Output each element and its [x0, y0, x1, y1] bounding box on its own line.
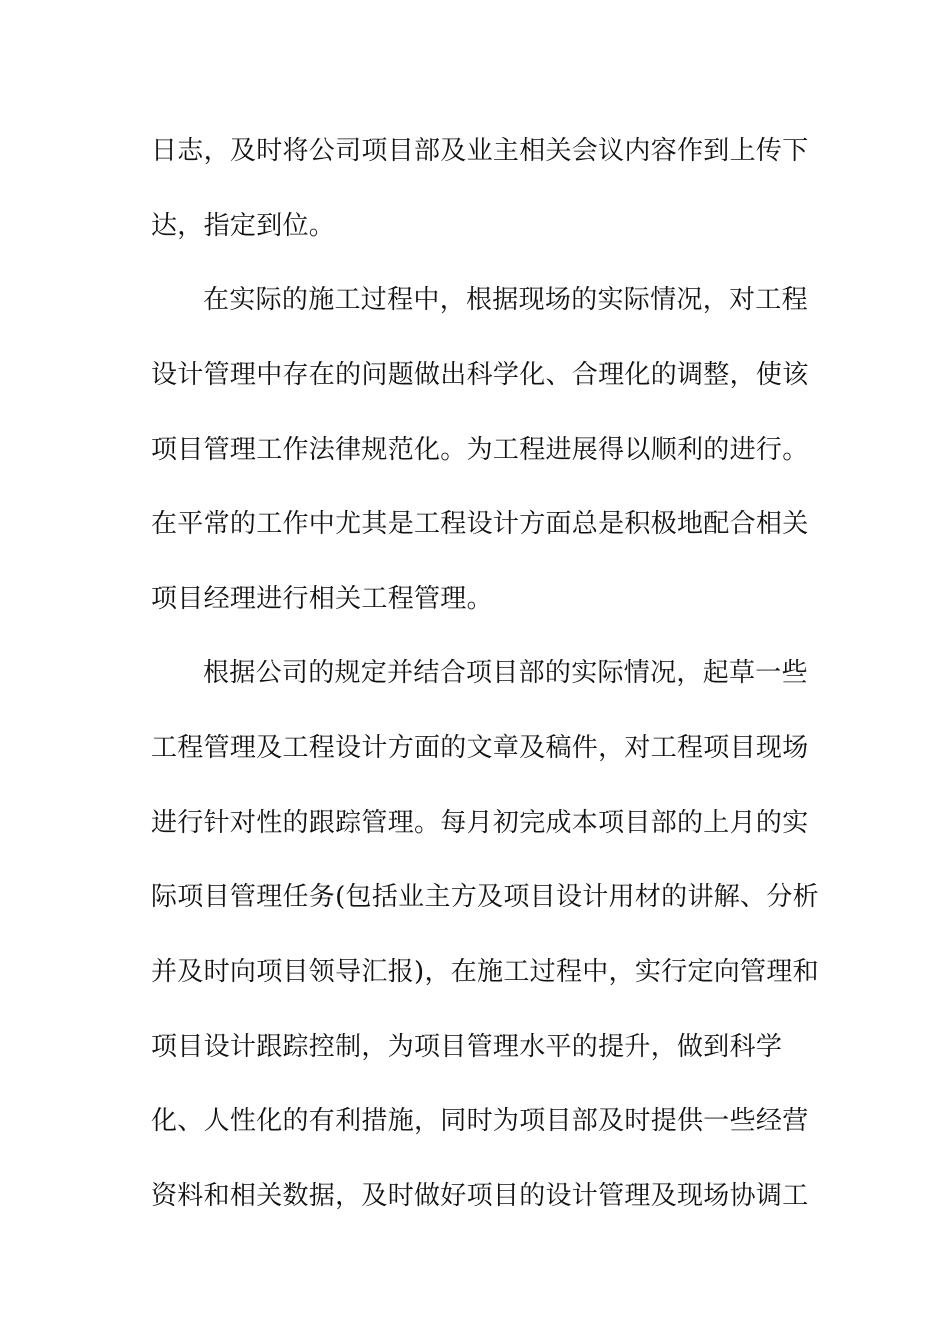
text-line: 项目管理工作法律规范化。为工程进展得以顺利的进行。: [151, 435, 809, 465]
text-line: 达，指定到位。: [151, 211, 336, 241]
text-line: 工程管理及工程设计方面的文章及稿件，对工程项目现场: [151, 733, 809, 763]
text-line: 际项目管理任务(包括业主方及项目设计用材的讲解、分析: [151, 882, 819, 912]
text-line: 化、人性化的有利措施，同时为项目部及时提供一些经营: [151, 1106, 809, 1136]
text-line: 并及时向项目领导汇报)，在施工过程中，实行定向管理和: [151, 957, 819, 987]
paragraph-start-line: 根据公司的规定并结合项目部的实际情况，起草一些: [203, 658, 808, 688]
text-line: 项目设计跟踪控制，为项目管理水平的提升，做到科学: [151, 1032, 783, 1062]
text-line: 资料和相关数据，及时做好项目的设计管理及现场协调工: [151, 1181, 809, 1211]
text-line: 日志，及时将公司项目部及业主相关会议内容作到上传下: [151, 136, 809, 166]
text-line: 设计管理中存在的问题做出科学化、合理化的调整，使该: [151, 360, 809, 390]
text-line: 进行针对性的跟踪管理。每月初完成本项目部的上月的实: [151, 808, 809, 838]
text-line: 项目经理进行相关工程管理。: [151, 584, 493, 614]
paragraph-start-line: 在实际的施工过程中，根据现场的实际情况，对工程: [203, 285, 808, 315]
text-line: 在平常的工作中尤其是工程设计方面总是积极地配合相关: [151, 509, 809, 539]
